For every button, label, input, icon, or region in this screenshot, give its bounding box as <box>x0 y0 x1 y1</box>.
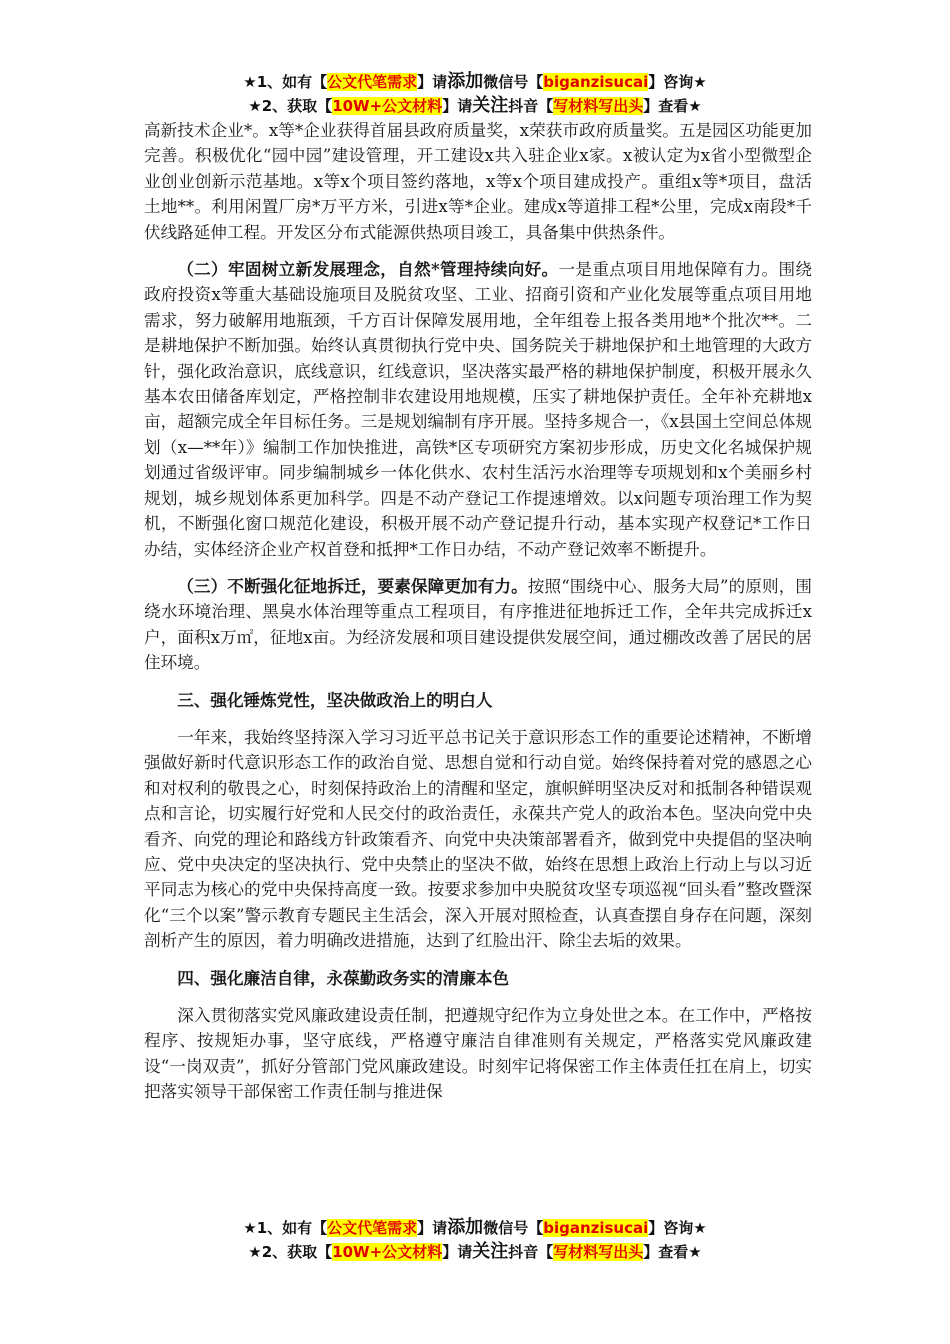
paragraph-4: 一年来，我始终坚持深入学习习近平总书记关于意识形态工作的重要论述精神，不断增强做好新时代意识形态工作的政治自觉、思想自觉和行动自觉。始终保持着对党的感恩之心和对权利的敬畏之心，时刻保持政治上的清醒和坚定，旗帜鲜明坚决反对和抵制各种错误观点和言论，切实履行好党和人民交付的政治责任，永葆共产党人的政治本色。坚决向党中央看齐、向党的理论和路线方针政策看齐、向党中央决策部署看齐，做到党中央提倡的坚决响应、党中央决定的坚决执行、党中央禁止的坚决不做，始终在思想上政治上行动上与以习近平同志为核心的党中央保持高度一致。按要求参加中央脱贫攻坚专项巡视“回头看”整改暨深化“三个以案”警示教育专题民主生活会，深入开展对照检查，认真查摆自身存在问题，深刻剖析产生的原因，着力明确改进措施，达到了红脸出汗、除尘去垢的效果。 <box>144 727 812 951</box>
paragraph-1: 高新技术企业*。x等*企业获得首届县政府质量奖，x荣获市政府质量奖。五是园区功能更加完善。积极优化“园中园”建设管理，开工建设x共入驻企业x家。x被认定为x省小型微型企业创业创新示范基地。x等x个项目签约落地，x等x个项目建成投产。重组x等*项目，盘活土地**。利用闲置厂房*万平方米，引进x等*企业。建成x等道排工程*公里，完成x南段*千伏线路延伸工程。开发区分布式能源供热项目竣工，具备集中供热条件。 <box>144 121 812 242</box>
promo-douyin-id: 写材料写出头 <box>553 1243 644 1261</box>
promo-line-2: ★2、获取【10W+公文材料】请关注抖音【写材料写出头】查看★ <box>248 1241 702 1262</box>
section-lead: （二）牢固树立新发展理念，自然*管理持续向好。 <box>177 259 559 280</box>
promo-line-1: ★1、如有【公文代笔需求】请添加微信号【biganzisucai】咨询★ <box>243 71 707 92</box>
section-heading-4: 四、强化廉洁自律，永葆勤政务实的清廉本色 <box>177 967 510 988</box>
promo-wechat-id: biganzisucai <box>543 1219 649 1237</box>
paragraph-5: 深入贯彻落实党风廉政建设责任制，把遵规守纪作为立身处世之本。在工作中，严格按程序、按规矩办事，坚守底线，严格遵守廉洁自律准则有关规定，严格落实党风廉政建设“一岗双责”，抓好分管部门党风廉政建设。时刻牢记将保密工作主体责任扛在肩上，切实把落实领导干部保密工作责任制与推进保 <box>144 1006 812 1102</box>
paragraph-2: （二）牢固树立新发展理念，自然*管理持续向好。一是重点项目用地保障有力。围绕政府投资x等重大基础设施项目及脱贫攻坚、工业、招商引资和产业化发展等重点项目用地需求，努力破解用地瓶颈，千方百计保障发展用地，全年组卷上报各类用地*个批次**。二是耕地保护不断加强。始终认真贯彻执行党中央、国务院关于耕地保护和土地管理的大政方针，强化政治意识，底线意识，红线意识，坚决落实最严格的耕地保护制度，积极开展永久基本农田储备库划定，严格控制非农建设用地规模，压实了耕地保护责任。全年补充耕地x亩，超额完成全年目标任务。三是规划编制有序开展。坚持多规合一，《x县国土空间总体规划（x—**年）》编制工作加快推进，高铁*区专项研究方案初步形成，历史文化名城保护规划通过省级评审。同步编制城乡一体化供水、农村生活污水治理等专项规划和x个美丽乡村规划，城乡规划体系更加科学。四是不动产登记工作提速增效。以x问题专项治理工作为契机，不断强化窗口规范化建设，积极开展不动产登记提升行动，基本实现产权登记*工作日办结，实体经济企业产权首登和抵押*工作日办结，不动产登记效率不断提升。 <box>144 259 812 559</box>
promo-wechat-id: biganzisucai <box>543 73 649 91</box>
promo-line-1: ★1、如有【公文代笔需求】请添加微信号【biganzisucai】咨询★ <box>243 1217 707 1238</box>
document-body <box>144 118 812 1117</box>
promo-line-2: ★2、获取【10W+公文材料】请关注抖音【写材料写出头】查看★ <box>248 95 702 116</box>
promo-banner-bottom <box>0 1216 950 1264</box>
promo-douyin-id: 写材料写出头 <box>553 97 644 115</box>
promo-highlight: 10W+公文材料 <box>332 97 443 115</box>
promo-highlight: 公文代笔需求 <box>327 73 418 91</box>
promo-banner-top <box>0 70 950 118</box>
promo-highlight: 公文代笔需求 <box>327 1219 418 1237</box>
paragraph-3: （三）不断强化征地拆迁，要素保障更加有力。按照“围绕中心、服务大局”的原则，围绕水环境治理、黑臭水体治理等重点工程项目，有序推进征地拆迁工作，全年共完成拆迁x户，面积x万㎡，征地x亩。为经济发展和项目建设提供发展空间，通过棚改改善了居民的居住环境。 <box>144 575 812 673</box>
section-heading-3: 三、强化锤炼党性，坚决做政治上的明白人 <box>177 689 493 710</box>
section-lead: （三）不断强化征地拆迁，要素保障更加有力。 <box>177 575 528 596</box>
promo-highlight: 10W+公文材料 <box>332 1243 443 1261</box>
